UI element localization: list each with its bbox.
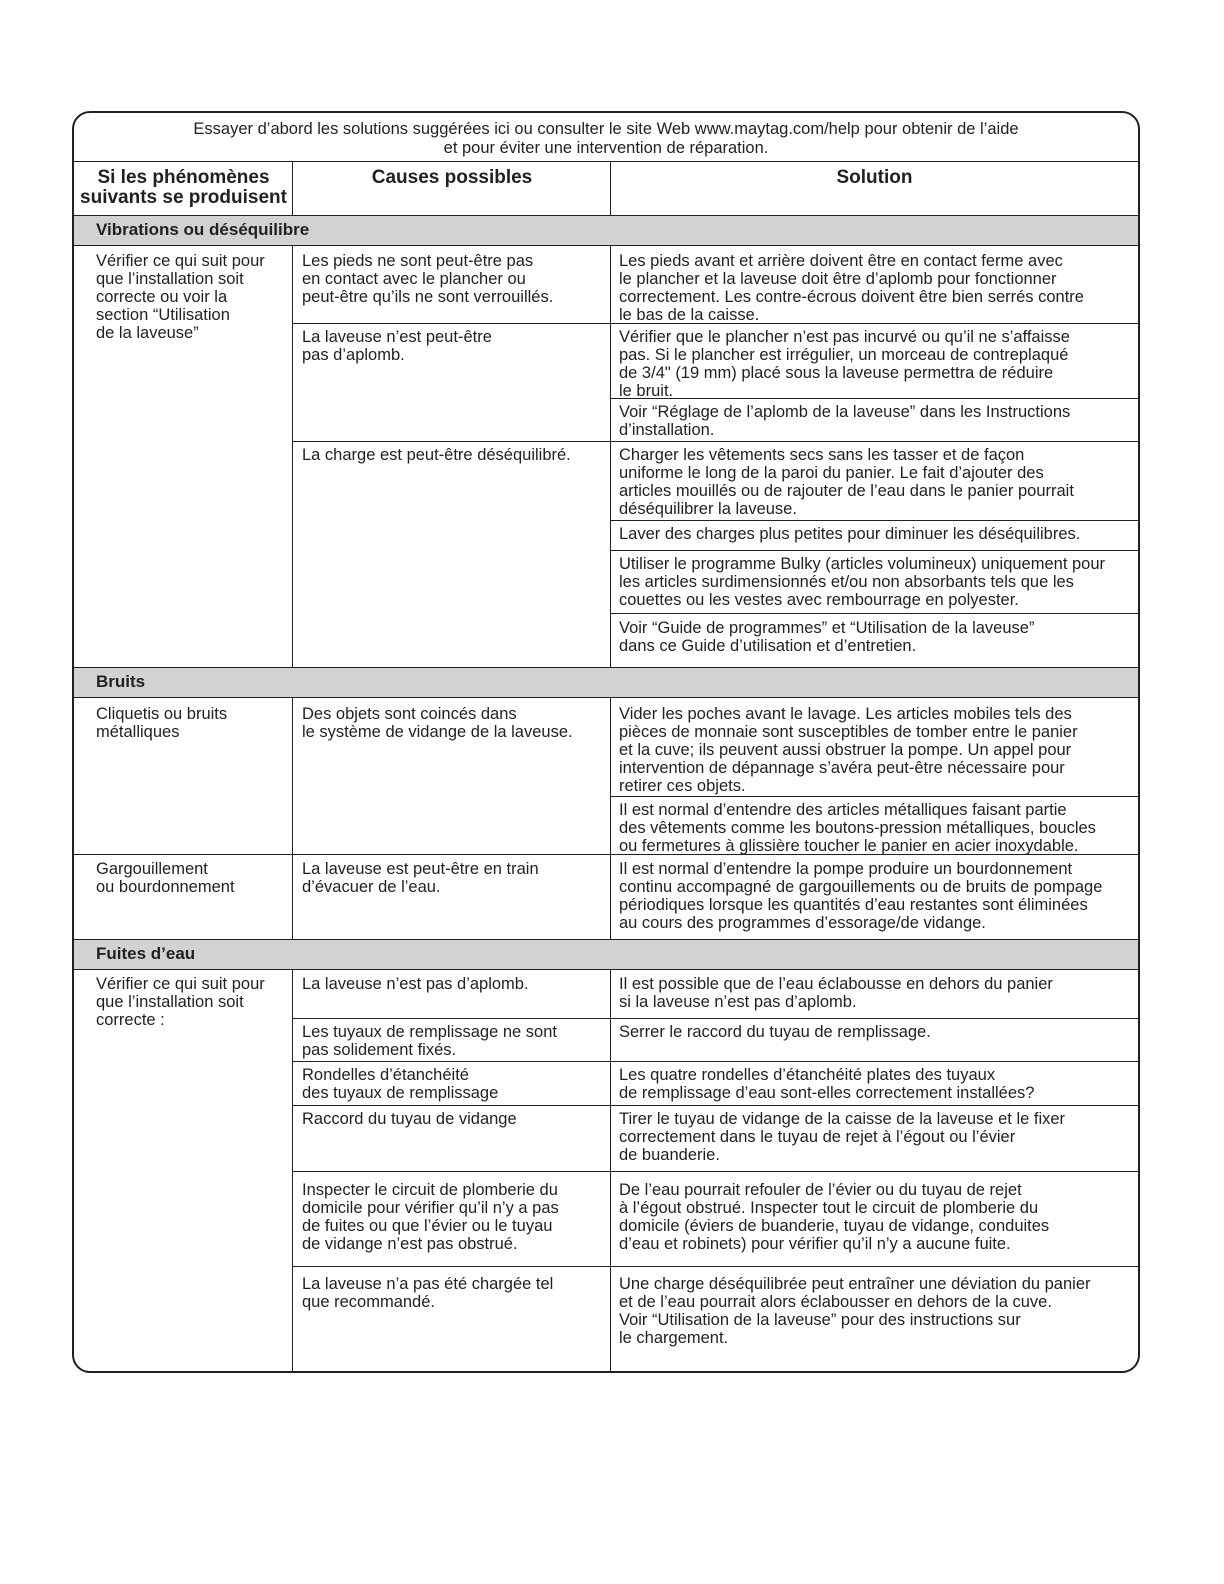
header-symptoms: Si les phénomènes suivants se produisent	[80, 167, 287, 208]
solution-empty-pockets: Vider les poches avant le lavage. Les articles mobiles tels des pièces de monnaie sont susceptibles de tomber entre le panier et la cuve; ils peuvent aussi obstruer la pompe. Un appel pour intervention de dépannage s’avéra peut-être nécessaire pour retirer ces objets.	[619, 705, 1078, 795]
cause-feet-contact: Les pieds ne sont peut-être pas en contact avec le plancher ou peut-être qu’ils ne sont verrouillés.	[302, 252, 554, 306]
cause-leaks-not-level: La laveuse n’est pas d’aplomb.	[302, 975, 529, 993]
intro-banner	[74, 113, 1138, 162]
symptom-rattling: Cliquetis ou bruits métalliques	[96, 705, 228, 741]
solution-load-evenly: Charger les vêtements secs sans les tasser et de façon uniforme le long de la paroi du panier. Le fait d’ajouter des articles mouillés ou de rajouter de l’eau dans le panier pourrait déséquilibrer la laveuse.	[619, 446, 1074, 518]
symptom-gurgling: Gargouillement ou bourdonnement	[96, 860, 235, 896]
solution-bulky-cycle: Utiliser le programme Bulky (articles volumineux) uniquement pour les articles surdimensionnés et/ou non absorbants tels que les couettes ou les vestes avec rembourrage en polyester.	[619, 555, 1106, 609]
section-noises: Bruits	[74, 667, 1138, 698]
intro-line-1: Essayer d’abord les solutions suggérées ici ou consulter le site Web www.maytag.com/help pour obtenir de l’aide	[193, 120, 1019, 138]
troubleshooting-table	[72, 111, 1140, 1373]
cause-drain-hose: Raccord du tuyau de vidange	[302, 1110, 517, 1128]
solution-cycle-guide: Voir “Guide de programmes” et “Utilisation de la laveuse” dans ce Guide d’utilisation et d’entretien.	[619, 619, 1035, 655]
solution-check-washers: Les quatre rondelles d’étanchéité plates des tuyaux de remplissage d’eau sont-elles correctement installées?	[619, 1066, 1035, 1102]
solution-leveling-instructions: Voir “Réglage de l’aplomb de la laveuse” dans les Instructions d’installation.	[619, 403, 1071, 439]
header-solution: Solution	[836, 167, 913, 188]
grid-vline	[610, 246, 611, 667]
cause-plumbing: Inspecter le circuit de plomberie du domicile pour vérifier qu’il n’y a pas de fuites ou que l’évier ou le tuyau de vidange n’est pas obstrué.	[302, 1181, 559, 1253]
intro-line-2: et pour éviter une intervention de réparation.	[443, 139, 769, 157]
solution-metal-items: Il est normal d’entendre des articles métalliques faisant partie des vêtements comme les boutons-pression métalliques, boucles ou fermetures à glissière toucher le panier en acier inoxydable.	[619, 801, 1096, 855]
solution-pump-noise: Il est normal d’entendre la pompe produire un bourdonnement continu accompagné de gargouillements ou de bruits de pompage périodiques lorsque les quantités d’eau restantes sont éliminées au cours des programmes d’essorage/de vidange.	[619, 860, 1103, 932]
grid-hline	[610, 613, 1138, 614]
grid-hline	[74, 854, 1138, 855]
grid-hline	[292, 1105, 1138, 1106]
symptom-vibrations: Vérifier ce qui suit pour que l’installation soit correcte ou voir la section “Utilisation de la laveuse”	[96, 252, 265, 342]
grid-hline	[292, 1171, 1138, 1172]
grid-hline	[292, 441, 1138, 442]
solution-smaller-loads: Laver des charges plus petites pour diminuer les déséquilibres.	[619, 525, 1081, 543]
grid-vline	[292, 162, 293, 215]
grid-vline	[610, 698, 611, 939]
grid-vline	[610, 162, 611, 215]
cause-fill-hoses: Les tuyaux de remplissage ne sont pas solidement fixés.	[302, 1023, 557, 1059]
grid-hline	[292, 323, 1138, 324]
grid-hline	[610, 796, 1138, 797]
grid-hline	[292, 1266, 1138, 1267]
solution-plumbing: De l’eau pourrait refouler de l’évier ou du tuyau de rejet à l’égout obstrué. Inspecter tout le circuit de plomberie du domicile (éviers de buanderie, tuyau de vidange, conduites d’eau et robinets) pour vérifier qu’il n’y a aucune fuite.	[619, 1181, 1050, 1253]
cause-unbalanced-load: La charge est peut-être déséquilibré.	[302, 446, 571, 464]
solution-feet-contact: Les pieds avant et arrière doivent être en contact ferme avec le plancher et la laveuse doit être d’aplomb pour fonctionner correctement. Les contre-écrous doivent être bien serrés contre le bas de la caisse.	[619, 252, 1084, 324]
solution-tighten-hose: Serrer le raccord du tuyau de remplissage.	[619, 1023, 931, 1041]
grid-hline	[292, 1061, 1138, 1062]
cause-not-level: La laveuse n’est peut-être pas d’aplomb.	[302, 328, 492, 364]
grid-vline	[292, 698, 293, 939]
cause-draining: La laveuse est peut-être en train d’évacuer de l’eau.	[302, 860, 539, 896]
cause-objects-stuck: Des objets sont coincés dans le système de vidange de la laveuse.	[302, 705, 573, 741]
grid-hline	[610, 520, 1138, 521]
solution-unbalanced: Une charge déséquilibrée peut entraîner une déviation du panier et de l’eau pourrait alors éclabousser en dehors de la cuve. Voir “Utilisation de la laveuse” pour des instructions sur le chargement.	[619, 1275, 1091, 1347]
grid-hline	[292, 1018, 1138, 1019]
solution-floor-check: Vérifier que le plancher n’est pas incurvé ou qu’il ne s’affaisse pas. Si le plancher est irrégulier, un morceau de contreplaqué de 3/4" (19 mm) placé sous la laveuse permettra de réduire le bruit.	[619, 328, 1070, 400]
grid-hline	[610, 398, 1138, 399]
cause-improper-load: La laveuse n’a pas été chargée tel que recommandé.	[302, 1275, 554, 1311]
header-causes: Causes possibles	[371, 167, 533, 188]
solution-drain-hose: Tirer le tuyau de vidange de la caisse de la laveuse et le fixer correctement dans le tuyau de rejet à l’égout ou l’évier de buanderie.	[619, 1110, 1066, 1164]
cause-washers: Rondelles d’étanchéité des tuyaux de remplissage	[302, 1066, 499, 1102]
grid-vline	[292, 246, 293, 667]
grid-hline	[610, 550, 1138, 551]
section-vibrations: Vibrations ou déséquilibre	[74, 215, 1138, 246]
solution-splash: Il est possible que de l’eau éclabousse en dehors du panier si la laveuse n’est pas d’aplomb.	[619, 975, 1053, 1011]
symptom-leaks: Vérifier ce qui suit pour que l’installation soit correcte :	[96, 975, 265, 1029]
section-water-leaks: Fuites d’eau	[74, 939, 1138, 970]
